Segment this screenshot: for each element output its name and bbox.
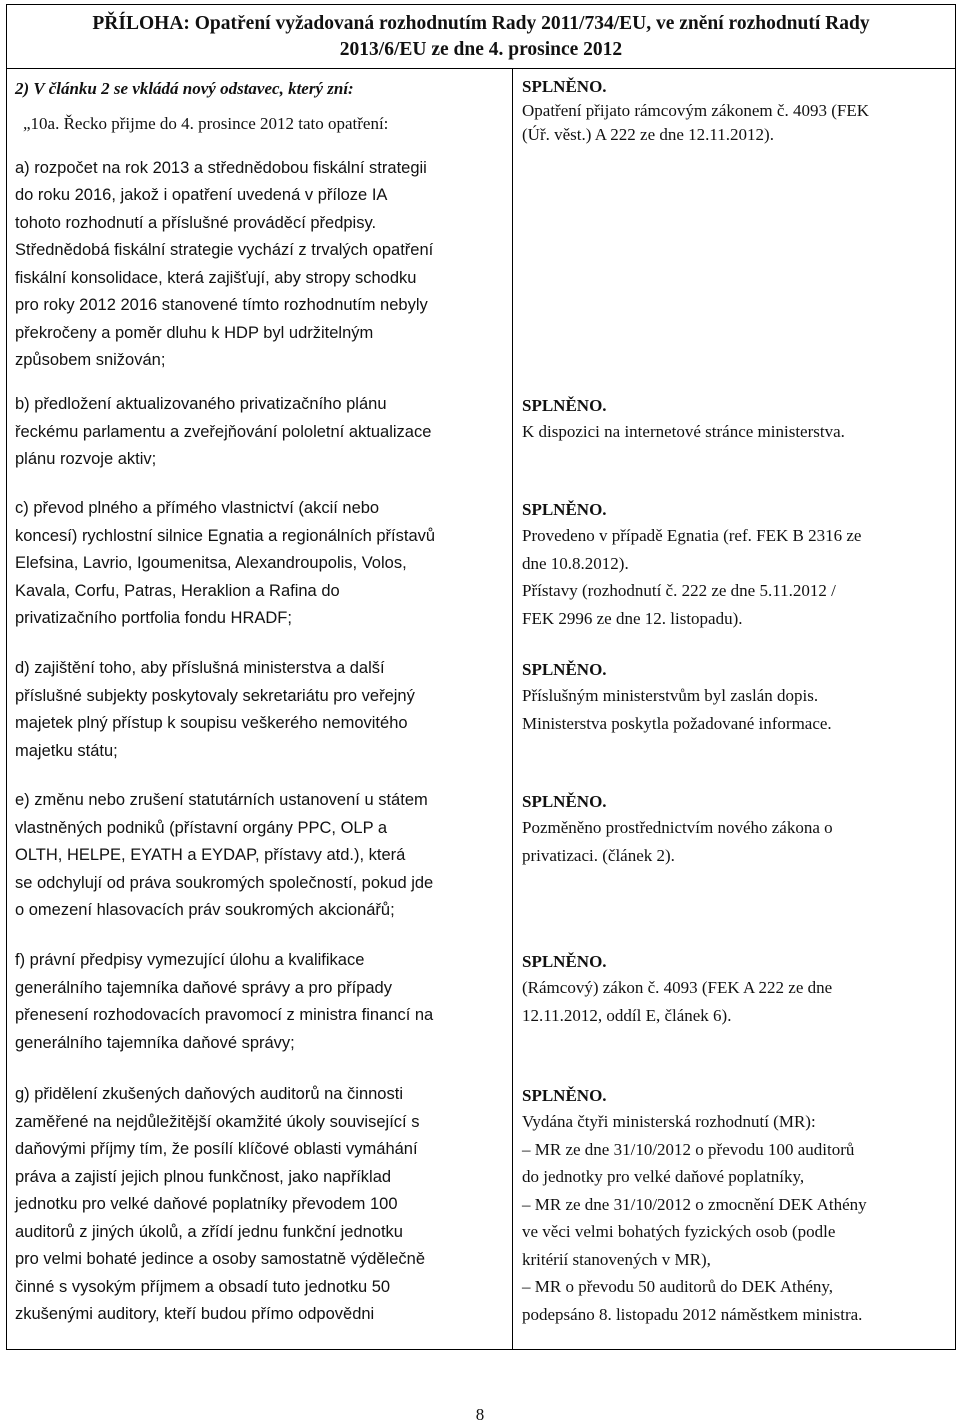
text-line: do jednotky pro velké daňové poplatníky,: [522, 1167, 805, 1186]
text-line: auditorů z jiných úkolů, a zřídí jednu funkční jednotku: [15, 1222, 403, 1241]
annex-table: [6, 4, 956, 1350]
status-label: SPLNĚNO.: [522, 660, 607, 679]
text-line: e) změnu nebo zrušení statutárních ustanovení u státem: [15, 791, 428, 809]
text-line: – MR ze dne 31/10/2012 o zmocnění DEK Athény: [522, 1194, 867, 1214]
status-label: SPLNĚNO.: [522, 77, 607, 96]
column-divider: [512, 69, 513, 1349]
text-line: řeckému parlamentu a zveřejňování pololetní aktualizace: [15, 422, 432, 441]
text-line: generálního tajemníka daňové správy a pro případy: [15, 978, 392, 997]
text-line: jednotku pro velké daňové poplatníky převodem 100: [15, 1195, 398, 1213]
header-line-1: PŘÍLOHA: Opatření vyžadovaná rozhodnutím Rady 2011/734/EU, ve znění rozhodnutí Rady: [92, 13, 870, 34]
measure-cell: [7, 1081, 507, 1349]
text-line: K dispozici na internetové stránce ministerstva.: [522, 422, 845, 441]
text-line: Kavala, Corfu, Patras, Heraklion a Rafina do: [15, 581, 340, 600]
text-line: Vydána čtyři ministerská rozhodnutí (MR):: [522, 1112, 816, 1131]
table-row: [7, 69, 955, 391]
text-line: zaměřené na nejdůležitější okamžité úkoly související s: [15, 1112, 420, 1131]
text-line: generálního tajemníka daňové správy;: [15, 1033, 295, 1052]
text-line: kritérií stanovených v MR),: [522, 1249, 711, 1269]
text-line: ve věci velmi bohatých fyzických osob (podle: [522, 1222, 836, 1241]
text-line: privatizačního portfolia fondu HRADF;: [15, 609, 292, 627]
text-line: majetek plný přístup k soupisu veškerého nemovitého: [15, 714, 408, 732]
intro-subtitle: „10a. Řecko přijme do 4. prosince 2012 tato opatření:: [23, 114, 389, 133]
text-line: tohoto rozhodnutí a příslušné prováděcí předpisy.: [15, 213, 377, 232]
text-line: příslušné subjekty poskytovaly sekretariátu pro veřejný: [15, 686, 415, 705]
text-line: pro roky 2012 2016 stanovené tímto rozhodnutím nebyly: [15, 296, 428, 314]
status-cell: [512, 947, 955, 1081]
table-row: [7, 947, 955, 1081]
text-line: f) právní předpisy vymezující úlohu a kvalifikace: [15, 951, 365, 969]
text-line: Opatření přijato rámcovým zákonem č. 4093 (FEK: [522, 101, 869, 120]
text-line: o omezení hlasovacích práv soukromých akcionářů;: [15, 901, 395, 919]
table-row: [7, 391, 955, 495]
status-label: SPLNĚNO.: [522, 396, 607, 415]
text-line: činné s vysokým příjmem a obsadí tuto jednotku 50: [15, 1277, 391, 1296]
status-label: SPLNĚNO.: [522, 792, 607, 811]
status-label: SPLNĚNO.: [522, 500, 607, 519]
text-line: FEK 2996 ze dne 12. listopadu).: [522, 608, 743, 628]
table-row: [7, 1081, 955, 1349]
text-line: a) rozpočet na rok 2013 a střednědobou fiskální strategii: [15, 158, 427, 177]
text-line: práva a zajistí jejich plnou funkčnost, jako například: [15, 1167, 392, 1186]
text-line: Elefsina, Lavrio, Igoumenitsa, Alexandroupolis, Volos,: [15, 554, 407, 572]
text-line: přenesení rozhodovacích pravomocí z ministra financí na: [15, 1006, 434, 1024]
measure-text: [15, 155, 507, 375]
text-line: 12.11.2012, oddíl E, článek 6).: [522, 1005, 732, 1025]
text-line: fiskální konsolidace, která zajišťují, aby stropy schodku: [15, 268, 417, 287]
table-row: [7, 655, 955, 787]
measure-cell: [7, 947, 507, 1081]
status-label: SPLNĚNO.: [522, 1086, 607, 1105]
page-number: 8: [475, 1405, 485, 1424]
text-line: daňovými příjmy tím, že posílí klíčové oblasti vymáhání: [15, 1140, 418, 1158]
text-line: c) převod plného a přímého vlastnictví (akcií nebo: [15, 499, 380, 517]
text-line: koncesí) rychlostní silnice Egnatia a regionálních přístavů: [15, 526, 436, 545]
measure-cell: [7, 69, 507, 391]
text-line: majetku státu;: [15, 741, 118, 760]
status-cell: [512, 1081, 955, 1349]
text-line: Provedeno v případě Egnatia (ref. FEK B 2316 ze: [522, 526, 862, 545]
table-row: [7, 787, 955, 947]
status-label: SPLNĚNO.: [522, 952, 607, 971]
status-cell: [512, 655, 955, 787]
status-cell: [512, 787, 955, 947]
header-line-2: 2013/6/EU ze dne 4. prosince 2012: [339, 39, 623, 60]
text-line: privatizaci. (článek 2).: [522, 845, 675, 865]
status-cell: [512, 391, 955, 495]
text-line: g) přidělení zkušených daňových auditorů na činnosti: [15, 1085, 403, 1103]
text-line: b) předložení aktualizovaného privatizačního plánu: [15, 395, 387, 413]
status-cell: [512, 495, 955, 655]
text-line: se odchylují od práva soukromých společností, pokud jde: [15, 873, 434, 892]
text-line: Ministerstva poskytla požadované informace.: [522, 713, 832, 733]
table-body: [7, 69, 955, 1349]
text-line: pro velmi bohaté jedince a osoby samostatně výdělečně: [15, 1250, 425, 1268]
text-line: Pozměněno prostřednictvím nového zákona o: [522, 818, 833, 837]
text-line: dne 10.8.2012).: [522, 553, 629, 573]
text-line: podepsáno 8. listopadu 2012 náměstkem ministra.: [522, 1304, 863, 1324]
text-line: Příslušným ministerstvům byl zaslán dopis.: [522, 686, 819, 705]
measure-cell: [7, 655, 507, 787]
text-line: OLTH, HELPE, EYATH a EYDAP, přístavy atd.), která: [15, 846, 406, 864]
intro-title: 2) V článku 2 se vkládá nový odstavec, který zní:: [15, 79, 354, 98]
measure-cell: [7, 391, 507, 495]
text-line: Přístavy (rozhodnutí č. 222 ze dne 5.11.2012 /: [522, 581, 836, 600]
text-line: d) zajištění toho, aby příslušná ministerstva a další: [15, 659, 385, 677]
text-line: – MR ze dne 31/10/2012 o převodu 100 auditorů: [522, 1139, 855, 1159]
measure-cell: [7, 495, 507, 655]
measure-cell: [7, 787, 507, 947]
table-row: [7, 495, 955, 655]
status-cell: [512, 69, 955, 391]
text-line: (Rámcový) zákon č. 4093 (FEK A 222 ze dne: [522, 978, 833, 997]
text-line: do roku 2016, jakož i opatření uvedená v příloze IA: [15, 186, 388, 204]
table-header: [7, 5, 955, 69]
text-line: Střednědobá fiskální strategie vychází z trvalých opatření: [15, 241, 434, 259]
text-line: – MR o převodu 50 auditorů do DEK Athény,: [522, 1277, 834, 1296]
text-line: překročeny a poměr dluhu k HDP byl udržitelným: [15, 323, 374, 342]
text-line: (Úř. věst.) A 222 ze dne 12.11.2012).: [522, 125, 774, 144]
text-line: vlastněných podniků (přístavní orgány PPC, OLP a: [15, 818, 388, 837]
text-line: způsobem snižován;: [15, 351, 166, 369]
text-line: plánu rozvoje aktiv;: [15, 450, 157, 468]
text-line: zkušenými auditory, kteří budou přímo odpovědni: [15, 1305, 375, 1323]
